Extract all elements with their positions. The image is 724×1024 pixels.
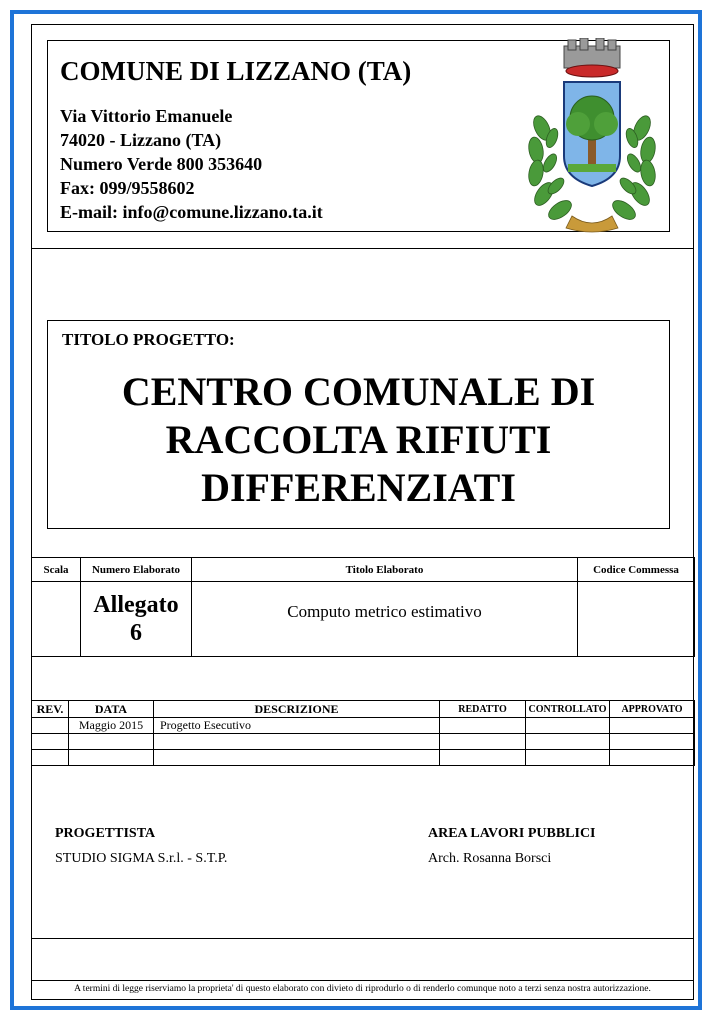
revisions-table [31, 700, 695, 766]
document-number-line-2: 6 [130, 620, 142, 646]
date-header: DATA [69, 701, 154, 718]
footer-disclaimer: A termini di legge riserviamo la proprieta' di questo elaborato con divieto di riprodurlo o di renderlo comunque noto a terzi senza nostra autorizzazione. [74, 984, 651, 994]
coat-of-arms-icon [522, 38, 662, 234]
rev-cell [32, 718, 69, 734]
drafted-cell [440, 734, 526, 750]
drafted-cell [440, 750, 526, 766]
project-title-line-3: DIFFERENZIATI [201, 465, 516, 510]
date-cell [69, 750, 154, 766]
designer-label: PROGETTISTA [55, 826, 156, 841]
description-cell: Progetto Esecutivo [154, 718, 440, 734]
checked-cell [526, 718, 610, 734]
elaborato-table [31, 557, 695, 657]
scale-header: Scala [32, 558, 81, 582]
job-code-value [578, 582, 695, 657]
section-divider [31, 248, 694, 249]
footer-divider-bottom [31, 980, 694, 981]
designer-name: STUDIO SIGMA S.r.l. - S.T.P. [55, 851, 228, 866]
municipality-title: COMUNE DI LIZZANO (TA) [60, 56, 412, 86]
date-cell: Maggio 2015 [69, 718, 154, 734]
area-person: Arch. Rosanna Borsci [428, 851, 552, 866]
footer-divider-top [31, 938, 694, 939]
address-line-1: Via Vittorio Emanuele [60, 106, 233, 126]
rev-header: REV. [32, 701, 69, 718]
job-code-header: Codice Commessa [578, 558, 695, 582]
drafted-cell [440, 718, 526, 734]
description-header: DESCRIZIONE [154, 701, 440, 718]
address-line-2: 74020 - Lizzano (TA) [60, 130, 222, 150]
project-title-line-1: CENTRO COMUNALE DI [121, 369, 596, 414]
description-cell [154, 750, 440, 766]
title-header: Titolo Elaborato [192, 558, 578, 582]
rev-cell [32, 734, 69, 750]
approved-cell [610, 750, 695, 766]
table-row [32, 718, 695, 734]
checked-cell [526, 734, 610, 750]
document-title: Computo metrico estimativo [192, 582, 578, 657]
project-label: TITOLO PROGETTO: [62, 330, 235, 349]
rev-cell [32, 750, 69, 766]
phone-line: Numero Verde 800 353640 [60, 154, 263, 174]
document-number-line-1: Allegato [93, 592, 179, 618]
scale-value [32, 582, 81, 657]
approved-cell [610, 718, 695, 734]
area-label: AREA LAVORI PUBBLICI [428, 826, 596, 841]
table-row [32, 734, 695, 750]
description-cell [154, 734, 440, 750]
email-line: E-mail: info@comune.lizzano.ta.it [60, 202, 323, 222]
checked-cell [526, 750, 610, 766]
number-header: Numero Elaborato [81, 558, 192, 582]
project-title-line-2: RACCOLTA RIFIUTI [165, 417, 552, 462]
approved-cell [610, 734, 695, 750]
drafted-header: REDATTO [440, 701, 526, 718]
date-cell [69, 734, 154, 750]
approved-header: APPROVATO [610, 701, 695, 718]
fax-line: Fax: 099/9558602 [60, 178, 195, 198]
checked-header: CONTROLLATO [526, 701, 610, 718]
table-row [32, 750, 695, 766]
document-number [81, 582, 192, 657]
